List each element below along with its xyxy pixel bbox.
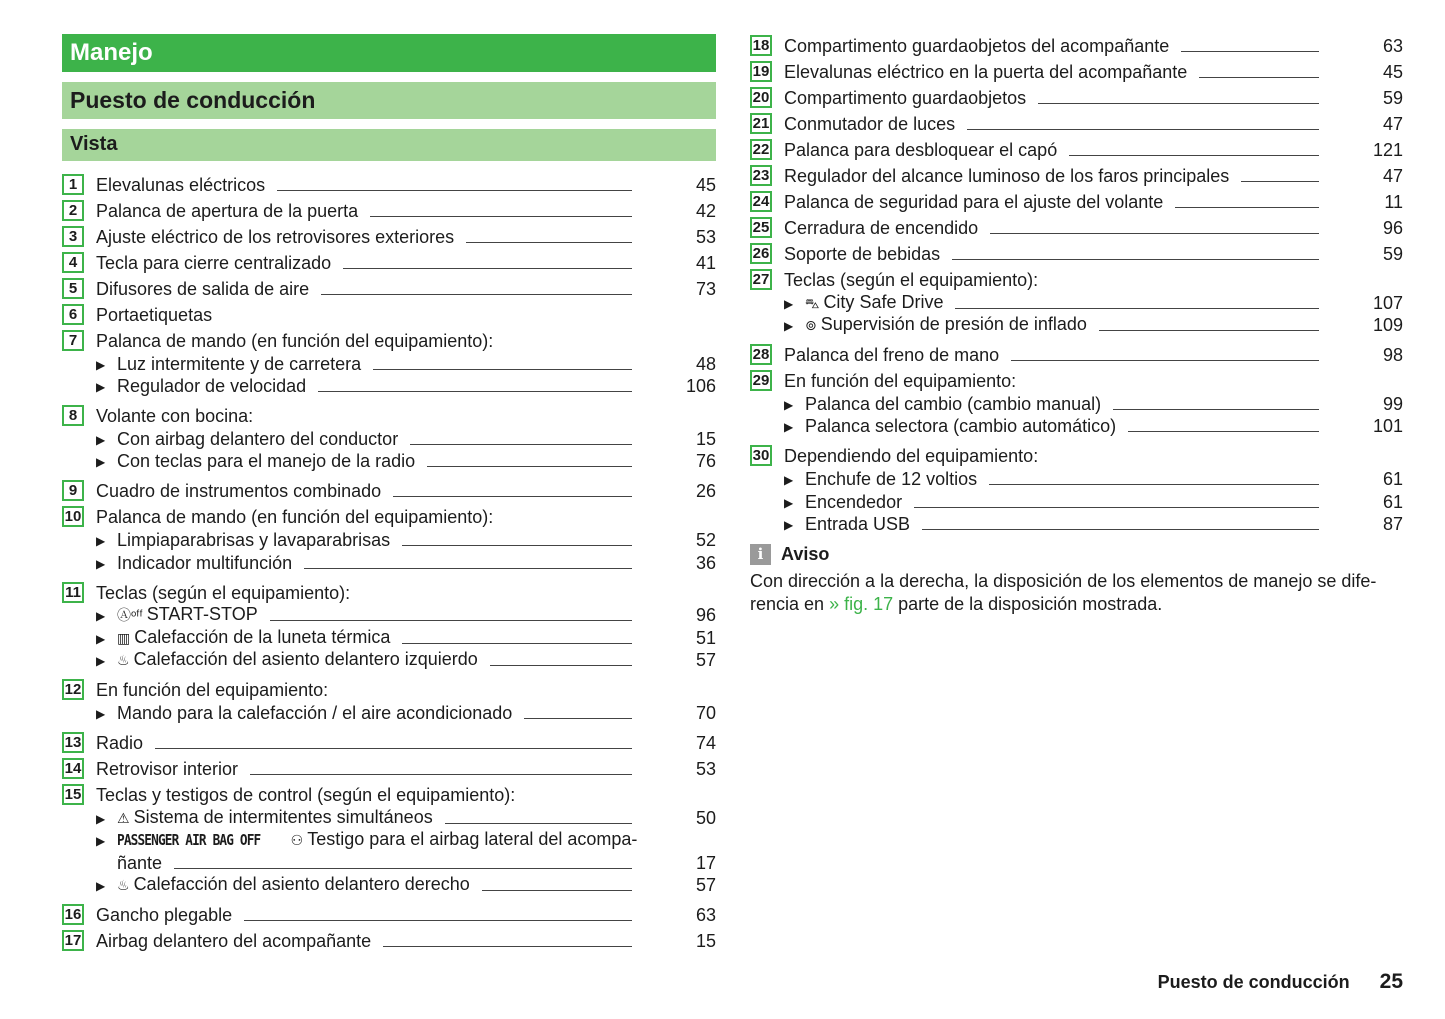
sub-item-icon: ⊚ [805, 317, 817, 334]
sub-item-text [805, 491, 902, 513]
sub-item-icon: ⚠ [117, 809, 130, 826]
list-item [750, 239, 1403, 265]
page-reference[interactable]: 15 [695, 428, 716, 449]
list-item [62, 222, 716, 248]
sub-item [62, 626, 716, 649]
item-label: Palanca de apertura de la puerta [96, 201, 359, 221]
leader-line [244, 920, 632, 921]
bullet-triangle-icon: ▶ [96, 631, 106, 646]
info-icon: i [750, 544, 771, 565]
sub-item-continuation [62, 851, 716, 874]
sub-item [750, 467, 1403, 490]
sub-item [62, 874, 716, 897]
notice-text [750, 570, 1405, 616]
list-item [62, 675, 716, 701]
sub-item [62, 829, 716, 852]
item-label: Gancho plegable [96, 905, 233, 926]
item-number-badge: 27 [750, 269, 772, 290]
sub-item-label: Palanca selectora (cambio automático) [805, 416, 1117, 437]
section-heading: Puesto de conducción [62, 82, 716, 119]
sub-item-icon: ♨ [117, 877, 130, 894]
sub-item-label: START-STOP [146, 604, 258, 625]
item-label: En función del equipamiento: [784, 371, 1017, 392]
sub-item-label: City Safe Drive [823, 291, 944, 312]
item-number-badge: 19 [750, 61, 772, 82]
sub-item [750, 513, 1403, 536]
page-reference[interactable]: 109 [1372, 315, 1403, 336]
sub-item [750, 291, 1403, 314]
sub-item [62, 528, 716, 551]
item-label: Palanca de seguridad para el ajuste del volante [784, 192, 1164, 212]
notice-title: Aviso [781, 544, 830, 564]
sub-item-text [117, 375, 306, 397]
sub-item [62, 427, 716, 450]
sub-item [62, 375, 716, 398]
item-number-badge: 20 [750, 87, 772, 108]
list-item [62, 248, 716, 274]
leader-line [383, 946, 632, 947]
sub-item-label: Calefacción de la luneta térmica [134, 626, 391, 647]
sub-item-label: Entrada USB [805, 514, 911, 535]
leader-line [370, 216, 632, 217]
page-reference[interactable]: 73 [695, 279, 716, 299]
leader-line [1069, 155, 1319, 156]
list-item [750, 135, 1403, 161]
page-reference[interactable]: 74 [695, 732, 716, 753]
page-reference[interactable]: 11 [1384, 192, 1403, 212]
bullet-triangle-icon: ▶ [784, 495, 794, 510]
list-item [750, 83, 1403, 109]
item-label: Regulador del alcance luminoso de los faros principales [784, 166, 1230, 186]
sub-item-text [805, 513, 910, 535]
page-reference[interactable]: 61 [1382, 468, 1403, 489]
page-reference[interactable]: 98 [1382, 345, 1403, 366]
list-item [750, 265, 1403, 291]
leader-line [410, 444, 632, 445]
leader-line [373, 369, 632, 370]
item-number-badge: 1 [62, 174, 84, 195]
leader-line [1011, 360, 1319, 361]
leader-line [952, 259, 1319, 260]
list-item [62, 401, 716, 427]
list-item [62, 926, 716, 952]
item-label: Dependiendo del equipamiento: [784, 446, 1039, 467]
list-item [62, 196, 716, 222]
page-reference[interactable]: 57 [695, 875, 716, 896]
item-number-badge: 24 [750, 191, 772, 212]
leader-line [989, 484, 1319, 485]
item-label: Palanca de mando (en función del equipamiento): [96, 331, 494, 351]
list-item [62, 780, 716, 806]
sub-item-label: Limpiaparabrisas y lavaparabrisas [117, 529, 391, 550]
leader-line [304, 568, 632, 569]
page-reference[interactable]: 96 [695, 605, 716, 626]
page-reference[interactable]: 53 [695, 227, 716, 247]
sub-item-label: Encendedor [805, 491, 903, 512]
sub-item [750, 490, 1403, 513]
item-label: Portaetiquetas [96, 305, 213, 325]
list-item [750, 441, 1403, 467]
leader-line [922, 529, 1319, 530]
sub-item [750, 314, 1403, 337]
item-label: Cerradura de encendido [784, 218, 979, 238]
sub-item-label: Con teclas para el manejo de la radio [117, 451, 416, 472]
leader-line [402, 545, 632, 546]
sub-item [750, 415, 1403, 438]
list-item [62, 900, 716, 926]
bullet-triangle-icon: ▶ [784, 319, 794, 334]
item-label: Difusores de salida de aire [96, 279, 310, 299]
leader-line [174, 868, 632, 869]
item-label: Cuadro de instrumentos combinado [96, 481, 382, 502]
bullet-triangle-icon: ▶ [96, 380, 106, 395]
item-number-badge: 6 [62, 304, 84, 325]
item-label: Ajuste eléctrico de los retrovisores exteriores [96, 227, 455, 247]
page-reference[interactable]: 63 [1382, 36, 1403, 56]
leader-line [393, 496, 632, 497]
chapter-heading: Manejo [62, 34, 716, 72]
page-reference[interactable]: 70 [695, 702, 716, 723]
sub-item [62, 352, 716, 375]
item-label: Soporte de bebidas [784, 244, 941, 264]
item-label: Tecla para cierre centralizado [96, 253, 332, 273]
item-number-badge: 5 [62, 278, 84, 299]
leader-line [427, 466, 632, 467]
page-reference[interactable]: 59 [1382, 88, 1403, 108]
page-reference[interactable]: 57 [695, 650, 716, 671]
page-reference[interactable]: 48 [695, 353, 716, 374]
page-reference[interactable]: 15 [695, 931, 716, 952]
page-reference[interactable]: 50 [695, 807, 716, 828]
bullet-triangle-icon: ▶ [784, 472, 794, 487]
leader-line [402, 643, 632, 644]
page-reference[interactable]: 53 [695, 758, 716, 779]
bullet-triangle-icon: ▶ [96, 556, 106, 571]
leader-line [524, 718, 632, 719]
page-reference[interactable]: 51 [695, 627, 716, 648]
sub-item [750, 392, 1403, 415]
sub-item-label-continuation: ñante [117, 852, 163, 873]
leader-line [466, 242, 632, 243]
bullet-triangle-icon: ▶ [96, 811, 106, 826]
leader-line [1113, 409, 1319, 410]
page-reference[interactable]: 106 [685, 376, 716, 397]
page-reference[interactable]: 45 [695, 175, 716, 195]
sub-item [62, 551, 716, 574]
leader-line [967, 129, 1319, 130]
list-item [750, 57, 1403, 83]
item-number-badge: 2 [62, 200, 84, 221]
item-number-badge: 9 [62, 480, 84, 501]
list-item [750, 31, 1403, 57]
item-label: Teclas (según el equipamiento): [784, 270, 1039, 290]
list-item [750, 340, 1403, 366]
sub-item-icon: ⛍ [805, 294, 820, 311]
page-reference[interactable]: 101 [1372, 416, 1403, 437]
page-reference[interactable]: 47 [1382, 166, 1403, 186]
page-reference[interactable]: 45 [1382, 62, 1403, 82]
notice-text-start: Con dirección a la derecha, la disposición de los elementos de manejo se dife-rencia en [750, 571, 1377, 614]
bullet-triangle-icon: ▶ [784, 420, 794, 435]
leader-line [1128, 431, 1319, 432]
page-reference[interactable]: 107 [1372, 292, 1403, 313]
item-number-badge: 3 [62, 226, 84, 247]
list-item [62, 326, 716, 352]
figure-link[interactable]: » fig. 17 [829, 594, 894, 614]
item-number-badge: 16 [62, 904, 84, 925]
sub-item-text [117, 648, 478, 671]
leader-line [155, 748, 632, 749]
sub-item-label: Luz intermitente y de carretera [117, 353, 362, 374]
sub-item-text [805, 415, 1116, 437]
page-reference[interactable]: 61 [1382, 491, 1403, 512]
item-number-badge: 25 [750, 217, 772, 238]
legend-list-right [750, 31, 1403, 535]
page-reference[interactable]: 41 [695, 253, 716, 273]
sub-item [62, 701, 716, 724]
item-number-badge: 29 [750, 370, 772, 391]
leader-line [482, 890, 632, 891]
sub-item-text [805, 313, 1087, 336]
leader-line [990, 233, 1319, 234]
item-number-badge: 17 [62, 930, 84, 951]
page-reference[interactable]: 121 [1372, 140, 1403, 160]
list-item [62, 578, 716, 604]
sub-item-label: Supervisión de presión de inflado [820, 314, 1087, 335]
sub-item [62, 649, 716, 672]
list-item [62, 728, 716, 754]
list-item [62, 300, 716, 326]
item-label: Retrovisor interior [96, 758, 239, 779]
leader-line [1099, 330, 1319, 331]
item-number-badge: 8 [62, 405, 84, 426]
notice-heading [750, 544, 829, 565]
sub-item-label: Mando para la calefacción / el aire acondicionado [117, 702, 513, 723]
item-number-badge: 28 [750, 344, 772, 365]
sub-item-label: Indicador multifunción [117, 552, 293, 573]
page-reference[interactable]: 96 [1382, 218, 1403, 238]
list-item [62, 170, 716, 196]
sub-item-text [117, 806, 433, 829]
sub-item-text [117, 529, 390, 551]
bullet-triangle-icon: ▶ [96, 706, 106, 721]
sub-item-label: Regulador de velocidad [117, 376, 307, 397]
sub-item-icon: ⚇ [290, 832, 304, 849]
notice-text-end: parte de la disposición mostrada. [893, 594, 1163, 614]
item-number-badge: 12 [62, 679, 84, 700]
list-item [750, 366, 1403, 392]
sub-item-text [117, 353, 361, 375]
leader-line [1175, 207, 1319, 208]
page-reference[interactable]: 99 [1382, 393, 1403, 414]
item-label: Volante con bocina: [96, 406, 254, 427]
bullet-triangle-icon: ▶ [784, 397, 794, 412]
leader-line [277, 190, 632, 191]
list-item [62, 476, 716, 502]
sub-item-label: Calefacción del asiento delantero derecho [133, 874, 470, 895]
sub-item [62, 450, 716, 473]
bullet-triangle-icon: ▶ [96, 609, 106, 624]
list-item [750, 109, 1403, 135]
sub-item-text [805, 468, 977, 490]
sub-item-text [117, 626, 390, 649]
leader-line [445, 823, 632, 824]
sub-item-icon: ▥ [117, 629, 131, 646]
item-number-badge: 13 [62, 732, 84, 753]
bullet-triangle-icon: ▶ [784, 296, 794, 311]
leader-line [955, 308, 1319, 309]
sub-item-label: Sistema de intermitentes simultáneos [133, 806, 433, 827]
item-label: Teclas (según el equipamiento): [96, 582, 351, 603]
list-item [750, 213, 1403, 239]
sub-item-label: Palanca del cambio (cambio manual) [805, 393, 1102, 414]
list-item [62, 502, 716, 528]
item-number-badge: 4 [62, 252, 84, 273]
item-number-badge: 10 [62, 506, 84, 527]
leader-line [343, 268, 632, 269]
sub-item-text [117, 450, 415, 472]
item-number-badge: 14 [62, 758, 84, 779]
sub-item-label: Con airbag delantero del conductor [117, 428, 399, 449]
item-label: Conmutador de luces [784, 114, 956, 134]
sub-item-label: Enchufe de 12 voltios [805, 468, 978, 489]
page-reference[interactable]: 17 [695, 852, 716, 873]
leader-line [914, 507, 1319, 508]
sub-item-label: Testigo para el airbag lateral del acompa- [307, 829, 638, 850]
bullet-triangle-icon: ▶ [96, 357, 106, 372]
item-label: Teclas y testigos de control (según el equipamiento): [96, 784, 516, 805]
item-label: Palanca del freno de mano [784, 345, 1000, 366]
leader-line [1241, 181, 1319, 182]
leader-line [321, 294, 632, 295]
sub-item-text [117, 603, 258, 626]
bullet-triangle-icon: ▶ [96, 834, 106, 849]
item-label: Elevalunas eléctricos [96, 175, 266, 195]
page-reference[interactable]: 76 [695, 451, 716, 472]
list-item [750, 161, 1403, 187]
item-label: Compartimento guardaobjetos del acompañante [784, 36, 1170, 56]
item-label: En función del equipamiento: [96, 680, 329, 701]
page-reference[interactable]: 87 [1382, 514, 1403, 535]
item-number-badge: 15 [62, 784, 84, 805]
item-number-badge: 11 [62, 582, 84, 603]
leader-line [490, 665, 632, 666]
page-reference[interactable]: 52 [695, 529, 716, 550]
sub-item [62, 604, 716, 627]
sub-item-text [117, 828, 637, 851]
item-number-badge: 18 [750, 35, 772, 56]
sub-item-text [117, 702, 512, 724]
page-reference[interactable]: 47 [1382, 114, 1403, 134]
bullet-triangle-icon: ▶ [96, 533, 106, 548]
leader-line [270, 620, 632, 621]
list-item [62, 754, 716, 780]
item-label: Elevalunas eléctrico en la puerta del acompañante [784, 62, 1188, 82]
item-label: Radio [96, 732, 144, 753]
item-number-badge: 26 [750, 243, 772, 264]
page-number: 25 [1379, 970, 1403, 993]
sub-item-label: Calefacción del asiento delantero izquierdo [133, 649, 478, 670]
item-label: Palanca de mando (en función del equipamiento): [96, 507, 494, 528]
leader-line [318, 391, 632, 392]
list-item [62, 274, 716, 300]
item-number-badge: 7 [62, 330, 84, 351]
subsection-heading: Vista [62, 129, 716, 161]
leader-line [1199, 77, 1319, 78]
item-number-badge: 21 [750, 113, 772, 134]
sub-item-text [805, 291, 943, 314]
leader-line [1181, 51, 1319, 52]
item-label: Compartimento guardaobjetos [784, 88, 1027, 108]
legend-list-left [62, 170, 716, 952]
page-reference[interactable]: 63 [695, 905, 716, 926]
item-number-badge: 23 [750, 165, 772, 186]
bullet-triangle-icon: ▶ [96, 879, 106, 894]
item-label: Palanca para desbloquear el capó [784, 140, 1058, 160]
bullet-triangle-icon: ▶ [96, 455, 106, 470]
list-item [750, 187, 1403, 213]
sub-item-text [117, 873, 470, 896]
bullet-triangle-icon: ▶ [96, 654, 106, 669]
sub-item [62, 806, 716, 829]
page-reference[interactable]: 36 [695, 552, 716, 573]
page-footer [1158, 970, 1403, 994]
page-reference[interactable]: 42 [695, 201, 716, 221]
bullet-triangle-icon: ▶ [96, 432, 106, 447]
item-label: Airbag delantero del acompañante [96, 931, 372, 952]
bullet-triangle-icon: ▶ [784, 518, 794, 533]
footer-section: Puesto de conducción [1157, 972, 1350, 992]
item-number-badge: 22 [750, 139, 772, 160]
sub-item-icon: Ⓐᵒᶠᶠ [117, 607, 143, 624]
leader-line [1038, 103, 1319, 104]
page-reference[interactable]: 26 [695, 481, 716, 502]
leader-line [250, 774, 632, 775]
sub-item-text [117, 428, 398, 450]
sub-item-text [117, 552, 292, 574]
sub-item-icon: ♨ [117, 652, 130, 669]
item-number-badge: 30 [750, 445, 772, 466]
page-reference[interactable]: 59 [1382, 244, 1403, 264]
passenger-airbag-off-indicator: PASSENGER AIR BAG OFF [117, 831, 261, 850]
sub-item-text [805, 393, 1101, 415]
